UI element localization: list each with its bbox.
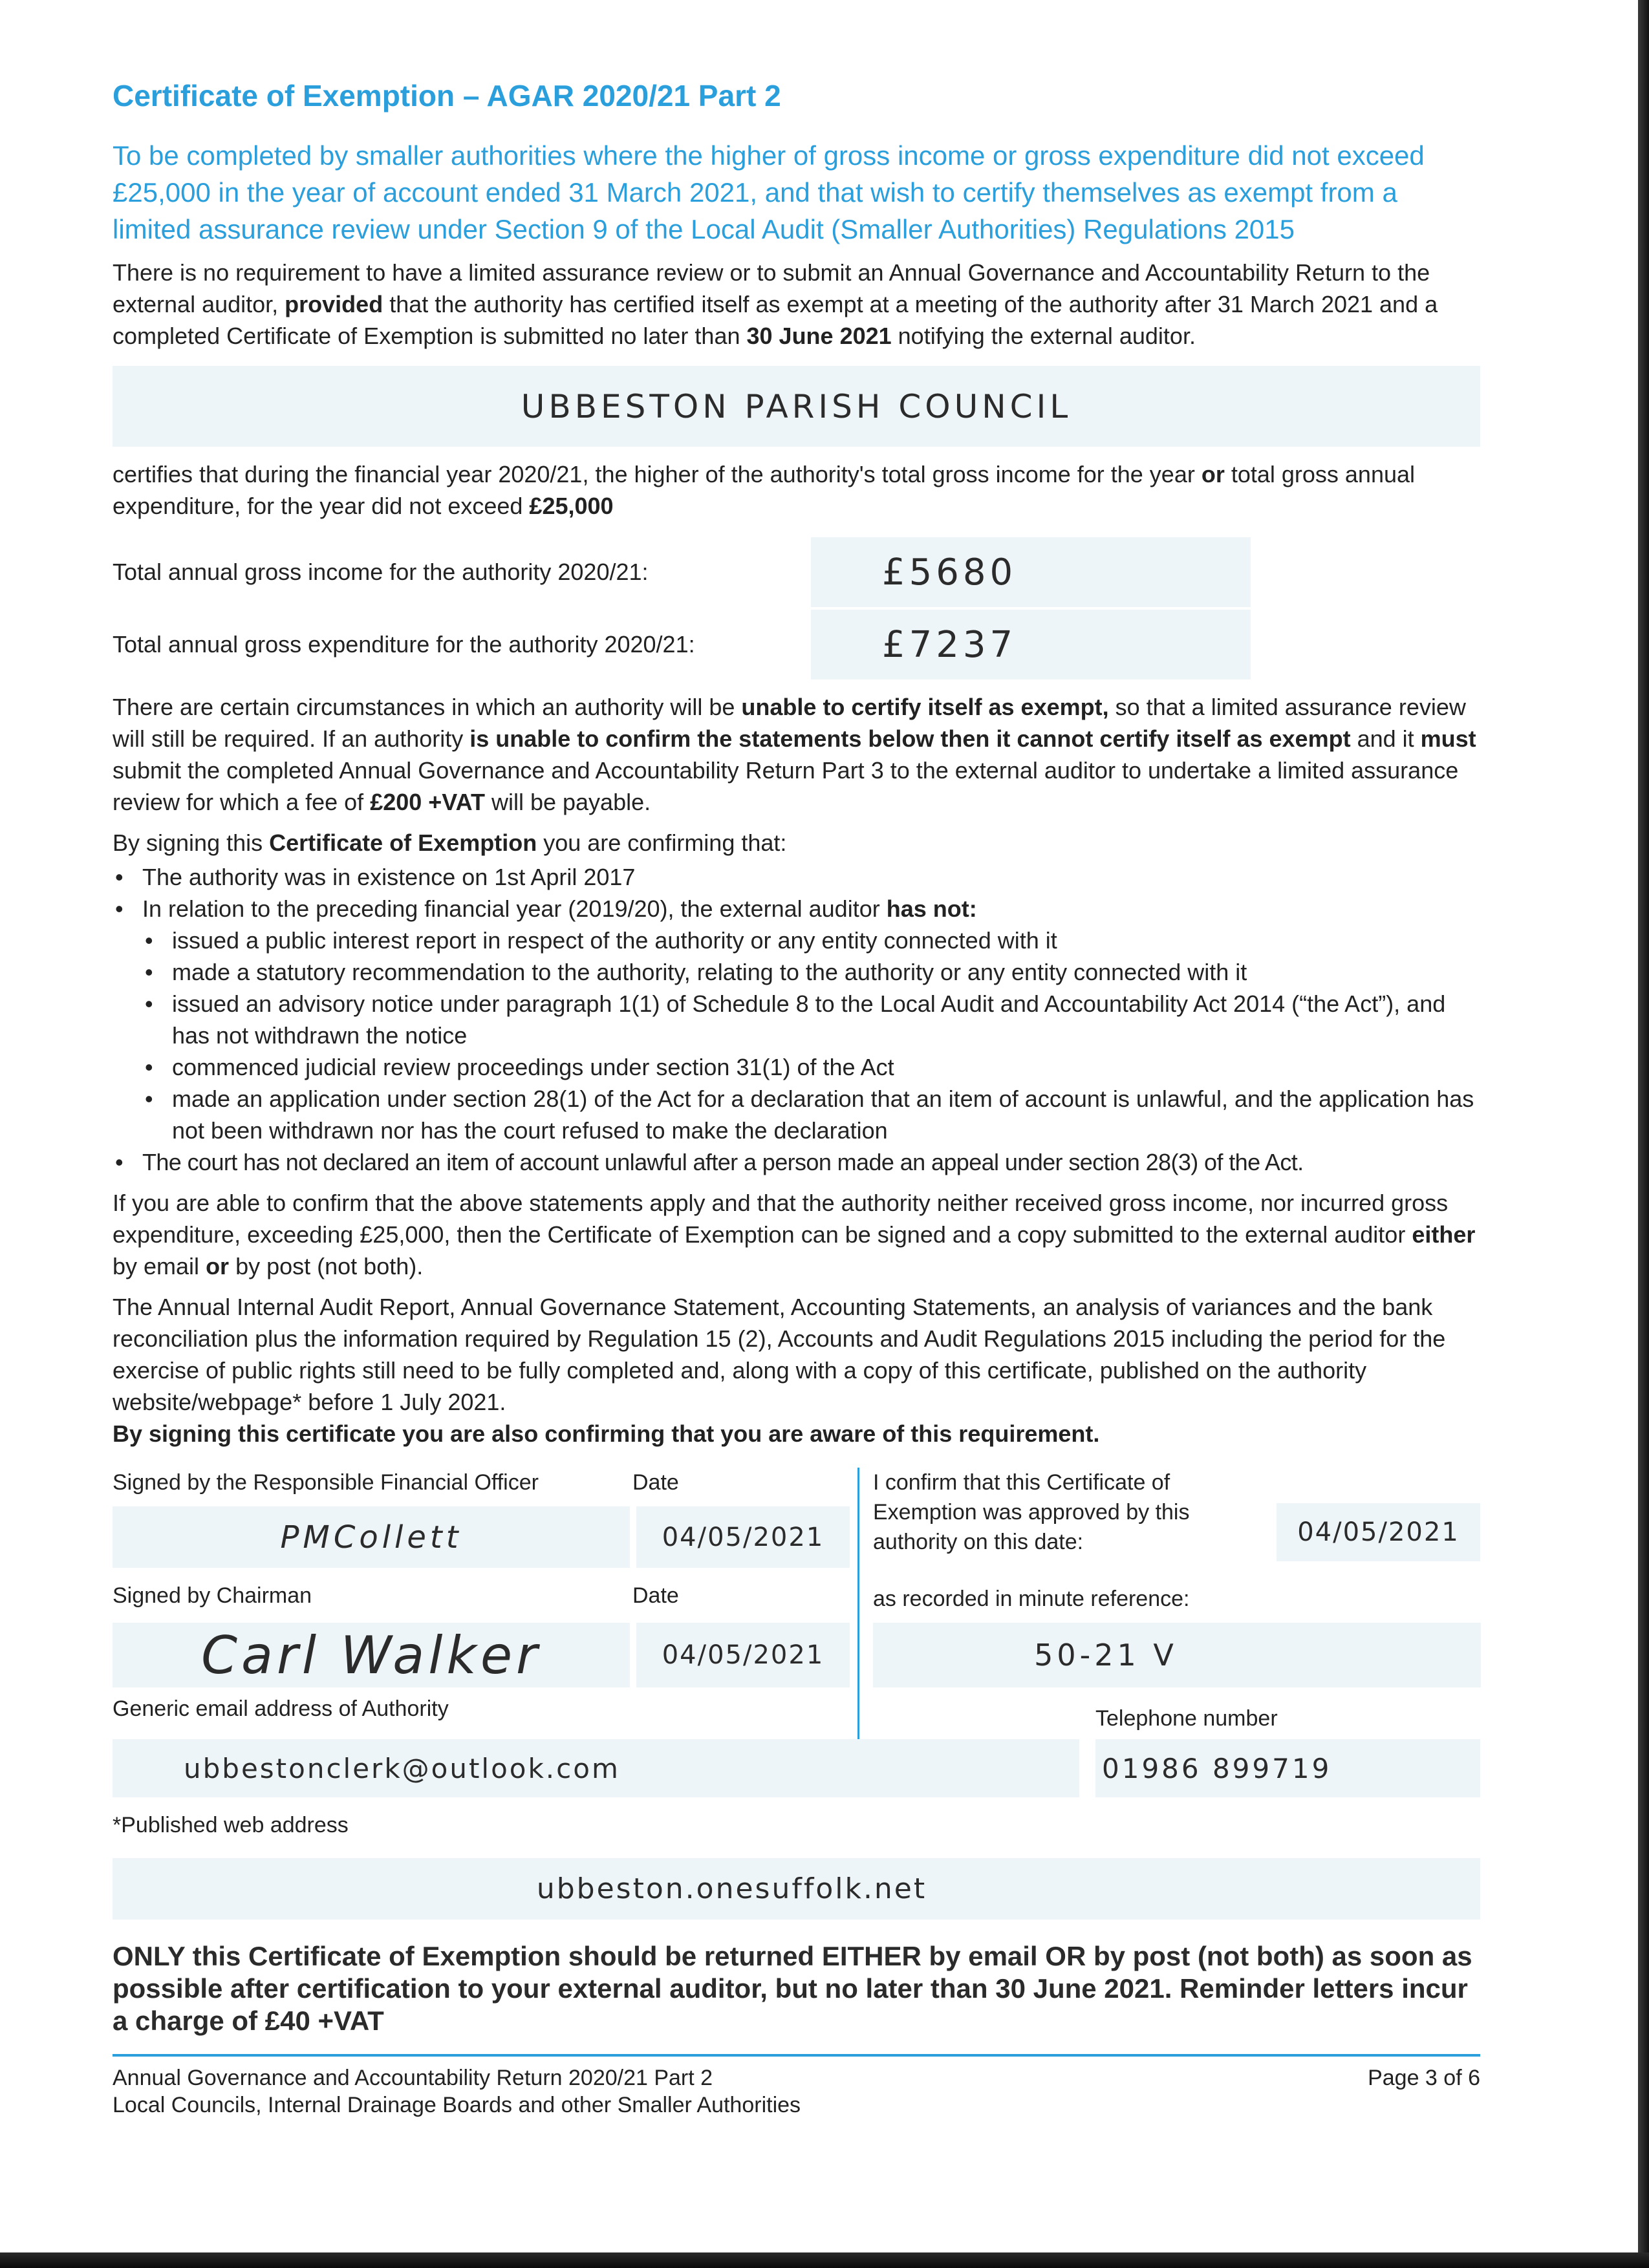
signature-divider: [857, 1468, 859, 1739]
scan-edge-right: [1638, 0, 1649, 2268]
page-footer: [113, 2064, 1480, 2119]
income-value: £5680: [882, 551, 1017, 594]
sub-statements-list: [142, 925, 1480, 1146]
chair-date-label: Date: [632, 1583, 679, 1608]
income-row: [113, 537, 1480, 607]
chair-signature-field[interactable]: [113, 1623, 630, 1687]
statement-item: [113, 893, 1480, 1146]
certifies-paragraph: [113, 458, 1480, 522]
amounts-section: [113, 537, 1480, 679]
minute-ref-field[interactable]: [873, 1623, 1481, 1687]
page-title: Certificate of Exemption – AGAR 2020/21 Part 2: [113, 79, 781, 112]
circumstances-paragraph: [113, 691, 1480, 818]
phone-field[interactable]: [1095, 1739, 1480, 1797]
intro-bold-deadline: 30 June 2021: [746, 323, 892, 349]
circ-text: There are certain circumstances in which an authority will be: [113, 694, 742, 720]
confirming-text: By signing this: [113, 829, 270, 856]
chair-date-field[interactable]: [636, 1623, 850, 1687]
intro-text: that the authority has certified itself as exempt at a meeting of the authority after 31 March 2021 and a completed Certificate of Exemption is submitted no later than: [113, 291, 1438, 349]
certifies-text: certifies that during the financial year 2020/21, the higher of the authority's total gross income for the year: [113, 461, 1202, 487]
able-bold-either: either: [1412, 1221, 1476, 1248]
statement-text: The authority was in existence on 1st April 2017: [142, 864, 636, 890]
email-field[interactable]: [113, 1739, 1079, 1797]
statements-list: [113, 861, 1480, 1178]
expenditure-label: Total annual gross expenditure for the authority 2020/21:: [113, 631, 695, 658]
page-number: Page 3 of 6: [1368, 2066, 1480, 2090]
minute-label: as recorded in minute reference:: [873, 1587, 1190, 1611]
rfo-label: Signed by the Responsible Financial Officer: [113, 1470, 539, 1495]
web-label: *Published web address: [113, 1813, 349, 1837]
chair-date-value: 04/05/2021: [662, 1640, 824, 1670]
chair-label: Signed by Chairman: [113, 1583, 312, 1608]
authority-name-field[interactable]: [113, 366, 1480, 447]
statement-item: [113, 861, 1480, 893]
email-value: ubbestonclerk@outlook.com: [184, 1752, 620, 1784]
page-subtitle: To be completed by smaller authorities where the higher of gross income or gross expenditure did not exceed £25,000 in the year of account ended 31 March 2021, and that wish to certify themselves as exempt from a limited assurance review under Section 9 of the Local Audit (Smaller Authorities) Regulations 2015: [113, 140, 1425, 244]
able-paragraph: [113, 1187, 1480, 1282]
certificate-page: [113, 76, 1480, 2119]
certifies-bold-or: or: [1201, 461, 1225, 487]
certifies-text: total gross annual expenditure, for the year did not exceed: [113, 461, 1416, 519]
rfo-signature-field[interactable]: [113, 1506, 630, 1568]
phone-value: 01986 899719: [1102, 1752, 1332, 1784]
able-bold-or: or: [206, 1253, 230, 1279]
expenditure-row: [113, 610, 1480, 679]
able-text: by email: [113, 1253, 206, 1279]
web-address-field[interactable]: [113, 1858, 1480, 1920]
sub-statement-item: • made a statutory recommendation to the authority, relating to the authority or any entity connected with it: [113, 956, 1480, 988]
confirming-bold: Certificate of Exemption: [269, 829, 537, 856]
footer-rule: [113, 2054, 1480, 2057]
chair-signature: Carl Walker: [201, 1625, 541, 1685]
certifies-bold-threshold: £25,000: [529, 493, 614, 519]
intro-text: notifying the external auditor.: [891, 323, 1196, 349]
confirming-text: you are confirming that:: [537, 829, 787, 856]
confirming-intro: [113, 827, 1480, 859]
phone-label: Telephone number: [1095, 1706, 1278, 1731]
minute-ref-value: 50-21 V: [1034, 1638, 1178, 1673]
sub-statement-item: • issued a public interest report in respect of the authority or any entity connected with it: [113, 925, 1480, 956]
approval-date-value: 04/05/2021: [1297, 1517, 1460, 1547]
circ-bold: is unable to confirm the statements below then it cannot certify itself as exempt: [469, 725, 1351, 752]
circ-text: submit the completed Annual Governance and Accountability Return Part 3 to the external auditor to undertake a limited assurance review for which a fee of: [113, 757, 1459, 815]
approval-date-field[interactable]: [1277, 1503, 1480, 1561]
statement-text: The court has not declared an item of account unlawful after a person made an appeal under section 28(3) of the Act.: [142, 1149, 1304, 1175]
able-text: by post (not both).: [229, 1253, 424, 1279]
expenditure-value: £7237: [882, 623, 1017, 666]
contact-fields: [113, 1739, 1480, 1804]
footer-left: [113, 2064, 801, 2119]
rfo-date-label: Date: [632, 1470, 679, 1495]
sub-statement-item: • commenced judicial review proceedings under section 31(1) of the Act: [113, 1051, 1480, 1083]
footer-line-1: Annual Governance and Accountability Return 2020/21 Part 2: [113, 2066, 713, 2090]
circ-bold: unable to certify itself as exempt,: [741, 694, 1109, 720]
signature-section: [113, 1468, 1480, 1778]
circ-text: and it: [1350, 725, 1421, 752]
authority-name-value: UBBESTON PARISH COUNCIL: [521, 387, 1072, 425]
web-address-value: ubbeston.onesuffolk.net: [536, 1872, 927, 1905]
approval-label: I confirm that this Certificate of Exemption was approved by this authority on this date:: [873, 1470, 1190, 1554]
income-label: Total annual gross income for the authority 2020/21:: [113, 559, 649, 585]
circ-text: so that a limited assurance review will still be required. If an authority: [113, 694, 1466, 752]
circ-text: will be payable.: [484, 789, 651, 815]
intro-bold-provided: provided: [285, 291, 383, 317]
circ-bold-must: must: [1420, 725, 1476, 752]
statement-text: In relation to the preceding financial year (2019/20), the external auditor: [142, 895, 887, 922]
circ-bold-fee: £200 +VAT: [370, 789, 485, 815]
intro-paragraph: [113, 257, 1480, 352]
rfo-date-field[interactable]: [636, 1506, 850, 1568]
footer-line-2: Local Councils, Internal Drainage Boards and other Smaller Authorities: [113, 2093, 801, 2117]
income-field[interactable]: [811, 537, 1251, 607]
sub-statement-item: • issued an advisory notice under paragraph 1(1) of Schedule 8 to the Local Audit and Accountability Act 2014 (“the Act”), and has not withdrawn the notice: [113, 988, 1480, 1051]
rfo-date-value: 04/05/2021: [662, 1522, 824, 1552]
scan-edge-bottom: [0, 2252, 1649, 2268]
email-label: Generic email address of Authority: [113, 1696, 449, 1721]
rfo-signature: PMCollett: [280, 1519, 462, 1556]
expenditure-field[interactable]: [811, 610, 1251, 679]
sub-statement-item: • made an application under section 28(1) of the Act for a declaration that an item of account is unlawful, and the application has not been withdrawn nor has the court refused to make the declaration: [113, 1083, 1480, 1146]
intro-text: There is no requirement to have a limited assurance review or to submit an Annual Governance and Accountability Return to the external auditor,: [113, 259, 1430, 317]
publication-paragraph: The Annual Internal Audit Report, Annual Governance Statement, Accounting Statements, an analysis of variances and the bank reconciliation plus the information required by Regulation 15 (2), Accounts and Audit Regulations 2015 including the period for the exercise of public rights still need to be fully completed and, along with a copy of this certificate, published on the authority website/webpage* before 1 July 2021.: [113, 1294, 1446, 1415]
able-text: If you are able to confirm that the above statements apply and that the authority neither received gross income, nor incurred gross expenditure, exceeding £25,000, then the Certificate of Exemption can be signed and a copy submitted to the external auditor: [113, 1190, 1449, 1248]
return-warning: ONLY this Certificate of Exemption should be returned EITHER by email OR by post (not both) as soon as possible after certification to your external auditor, but no later than 30 June 2021. Reminder letters incur a charge of £40 +VAT: [113, 1941, 1472, 2036]
statement-bold: has not:: [886, 895, 977, 922]
publication-confirmation: By signing this certificate you are also confirming that you are aware of this requirement.: [113, 1420, 1100, 1447]
statement-item: [113, 1146, 1480, 1178]
